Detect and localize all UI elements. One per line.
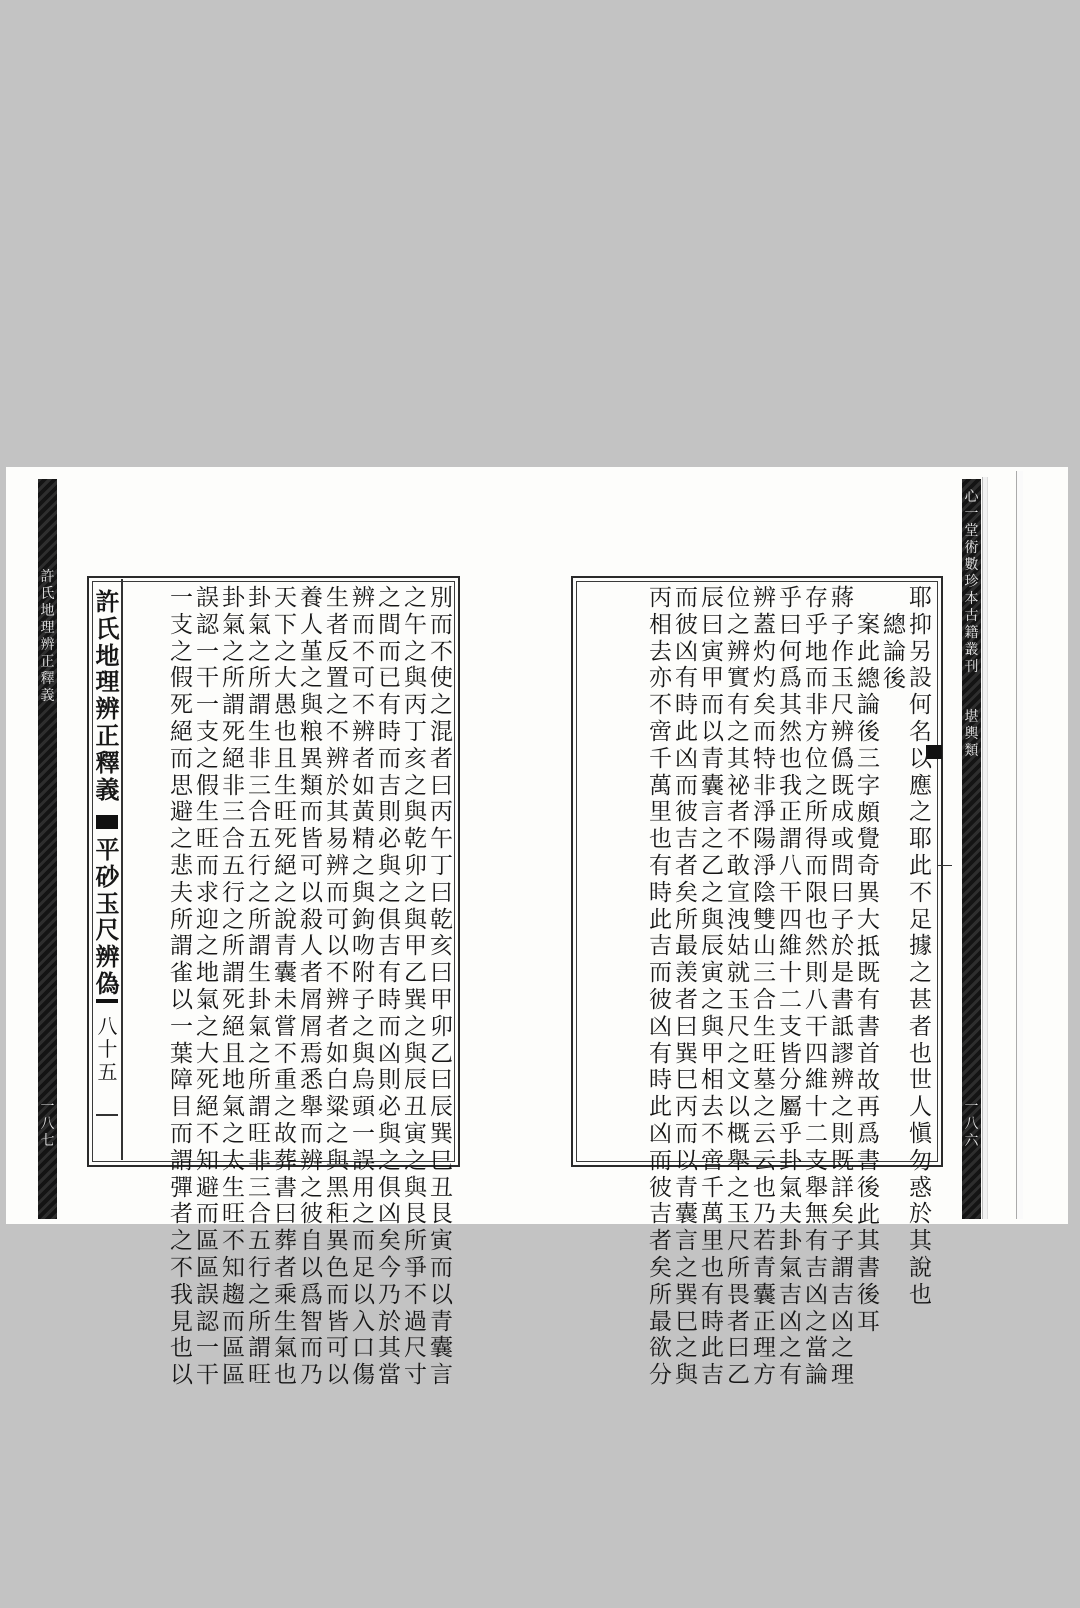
right-edge-label: 心 一 堂 術 數 珍 本 古 籍 叢 刊	[964, 489, 979, 675]
right-edge-category: 堪 輿 類	[964, 709, 979, 759]
left-edge-label: 許 氏 地 理 辨 正 釋 義	[40, 569, 55, 704]
right-text-column: 辨 蓋 灼 灼 矣 而 特 非 淨 陽 淨 陰 雙 山 三 合 生 旺 墓 之 云 云 也 乃 若 青 囊 正 理 方	[753, 585, 776, 1389]
right-edge-strip	[962, 479, 981, 1219]
section-end-mark	[96, 999, 118, 1003]
right-text-column: 存 乎 地 而 非 方 位 之 所 得 而 限 也 然 則 八 干 四 維 十 二 支 舉 無 有 吉 凶 之 當 論	[805, 585, 828, 1389]
left-edge-strip	[38, 479, 57, 1219]
right-page-edge-sheets-2	[1016, 471, 1023, 1219]
left-page-number: 八 十 五	[97, 1014, 118, 1084]
right-text-column: 耶 抑 另 設 何 名 以 應 之 耶 此 不 足 據 之 甚 者 也 世 人 愼 勿 惑 於 其 說 也	[909, 585, 932, 1308]
left-text-column: 養 人 堇 之 與 粮 異 類 而 皆 可 以 殺 人 者 屑 屑 焉 悉 舉 而 辨 之 彼 自 以 爲 智 而 乃	[300, 585, 323, 1389]
right-text-column: 丙 相 去 亦 不 啻 千 萬 里 也 有 時 此 吉 而 彼 凶 有 時 此 凶 而 彼 吉 者 矣 所 最 欲 分	[649, 585, 672, 1389]
left-text-column: 辨 而 不 可 不 辨 者 如 黃 精 之 與 鉤 吻 附 子 之 與 烏 頭 一 誤 用 之 而 足 以 入 口 傷	[352, 585, 375, 1389]
right-text-column: 總 論 後	[883, 612, 906, 692]
left-header-divider	[121, 579, 123, 1160]
left-text-column: 一 支 之 假 死 絕 而 思 避 之 悲 夫 所 謂 雀 以 一 葉 障 目 而 謂 彈 者 之 不 我 見 也 以	[170, 585, 193, 1389]
right-edge-page: 一 八 六	[964, 1099, 979, 1149]
book-spread	[6, 467, 1068, 1389]
left-text-column: 誤 認 一 干 一 支 之 假 生 旺 而 求 迎 之 地 氣 之 大 死 絕 不 知 避 而 區 區 誤 認 一 干	[196, 585, 219, 1389]
right-page-edge-sheets	[982, 477, 988, 1219]
left-text-column: 別 而 不 使 之 混 者 曰 丙 午 丁 曰 乾 亥 曰 甲 卯 乙 曰 辰 巽 巳 丑 艮 寅 而 以 青 囊 言	[430, 585, 453, 1389]
right-text-column: 案 此 總 論 後 三 字 頗 覺 奇 異 大 抵 既 有 書 首 故 再 爲 書 後 此 其 書 後 耳	[857, 612, 880, 1335]
left-text-column: 之 午 之 與 丙 丁 亥 之 與 乾 卯 之 與 甲 乙 巽 之 與 辰 丑 寅 之 與 艮 所 爭 不 過 尺 寸	[404, 585, 427, 1389]
left-text-column: 之 間 而 已 有 時 而 吉 則 必 與 之 俱 吉 有 時 而 凶 則 必 與 之 俱 凶 矣 今 乃 於 其 當	[378, 585, 401, 1389]
right-page-text	[578, 585, 933, 1389]
fishtail-mark	[96, 815, 118, 829]
right-text-column: 蔣 子 作 玉 尺 辨 僞 既 成 或 問 曰 子 於 是 書 詆 謬 辨 之 則 既 詳 矣 子 謂 吉 凶 之 理	[831, 585, 854, 1389]
left-text-column: 生 者 反 置 之 不 辨 於 其 易 辨 而 可 以 不 辨 者 如 白 粱 之 與 黑 秬 異 色 而 皆 可 以	[326, 585, 349, 1389]
right-text-column: 辰 曰 寅 甲 而 以 青 囊 言 之 乙 之 與 辰 寅 之 與 甲 相 去 不 啻 千 萬 里 也 有 時 此 吉	[701, 585, 724, 1389]
left-text-column: 天 下 之 大 愚 也 且 生 旺 死 絕 之 說 青 囊 未 嘗 不 重 之 故 葬 書 曰 葬 者 乘 生 氣 也	[274, 585, 297, 1389]
right-text-column: 乎 曰 何 爲 其 然 也 我 正 謂 八 干 四 維 十 二 支 皆 分 屬 乎 卦 氣 夫 卦 氣 吉 凶 之 有	[779, 585, 802, 1389]
left-page-tick	[96, 1114, 118, 1116]
right-text-column: 位 之 辨 實 有 之 其 祕 者 不 敢 宣 洩 姑 就 玉 尺 之 文 以 概 舉 之 玉 尺 所 畏 者 曰 乙	[727, 585, 750, 1389]
left-text-column: 卦 氣 之 所 謂 死 絕 非 三 合 五 行 之 所 謂 死 絕 且 地 氣 之 太 生 旺 不 知 趨 而 區 區	[222, 585, 245, 1389]
left-page-text	[124, 585, 454, 1389]
left-page-title: 許 氏 地 理 辨 正 釋 義	[95, 587, 120, 804]
left-edge-page: 一 八 七	[40, 1099, 55, 1149]
right-page-tick	[938, 865, 952, 866]
left-text-column: 卦 氣 之 所 謂 生 非 三 合 五 行 之 所 謂 生 卦 氣 之 所 謂 旺 非 三 合 五 行 之 所 謂 旺	[248, 585, 271, 1389]
left-page-section: 平 砂 玉 尺 辨 偽	[95, 835, 120, 998]
right-text-column: 而 彼 凶 有 時 此 凶 而 彼 吉 者 矣 所 最 羡 者 曰 巽 巳 丙 而 以 青 囊 言 之 巽 巳 之 與	[675, 585, 698, 1389]
